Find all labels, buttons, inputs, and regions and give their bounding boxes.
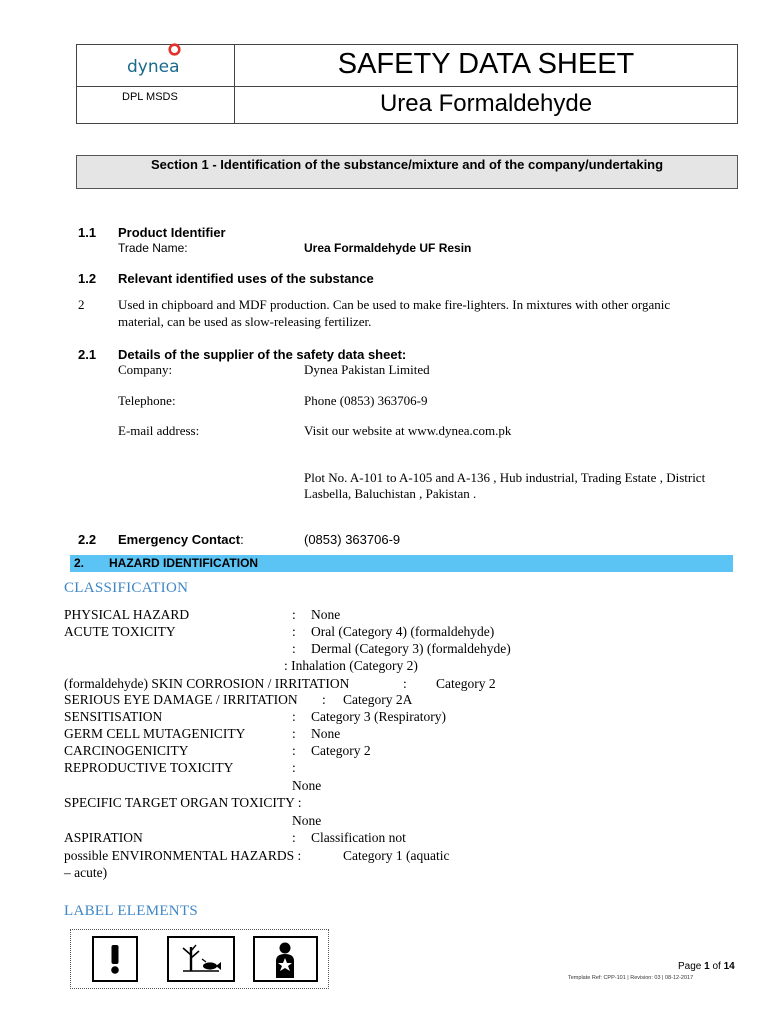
- hazard-section-number: 2.: [74, 556, 85, 570]
- section-1-1-number: 1.1: [78, 225, 97, 240]
- classification-heading: CLASSIFICATION: [64, 580, 189, 596]
- section-1-2-title: Relevant identified uses of the substance: [118, 271, 374, 286]
- carcinogenicity-colon: :: [292, 743, 296, 758]
- environmental-hazards-value: Category 1 (aquatic: [343, 848, 450, 863]
- template-reference: Template Ref: CPP-101 | Revision: 03 | 08-12-2017: [568, 975, 694, 981]
- emergency-contact-value: (0853) 363706-9: [304, 532, 401, 547]
- section-1-title: Section 1 - Identification of the substance/mixture and of the company/undertaking: [150, 157, 664, 172]
- aspiration-colon: :: [292, 830, 296, 845]
- physical-hazard-colon: :: [292, 607, 296, 622]
- reproductive-toxicity-colon: :: [292, 760, 296, 775]
- document-code: DPL MSDS: [122, 91, 178, 103]
- address-line-2: Lasbella, Baluchistan , Pakistan .: [304, 486, 477, 501]
- section-2-1-title: Details of the supplier of the safety data sheet:: [118, 347, 407, 362]
- exclamation-mark-icon: [94, 938, 136, 980]
- trade-name-value: Urea Formaldehyde UF Resin: [304, 241, 472, 255]
- total-pages: 14: [723, 961, 735, 972]
- aspiration-label: ASPIRATION: [64, 830, 143, 845]
- physical-hazard-label: PHYSICAL HAZARD: [64, 607, 190, 622]
- environmental-hazards-label: possible ENVIRONMENTAL HAZARDS :: [64, 848, 302, 863]
- aspiration-value: Classification not: [311, 830, 406, 845]
- pictogram-environment: [167, 936, 235, 982]
- section-1-2-number: 1.2: [78, 271, 97, 286]
- address-line-1: Plot No. A-101 to A-105 and A-136 , Hub industrial, Trading Estate , District: [304, 470, 706, 485]
- skin-corrosion-colon: :: [403, 676, 407, 691]
- section-2-2-colon: :: [240, 532, 244, 547]
- hazard-section-title: HAZARD IDENTIFICATION: [109, 556, 259, 570]
- trade-name-label: Trade Name:: [118, 241, 188, 255]
- eye-damage-label: SERIOUS EYE DAMAGE / IRRITATION: [64, 692, 298, 707]
- page-of: of: [709, 961, 724, 972]
- pictogram-health-hazard: [253, 936, 318, 982]
- germ-cell-colon: :: [292, 726, 296, 741]
- skin-corrosion-value: Category 2: [436, 676, 496, 691]
- germ-cell-value: None: [311, 726, 341, 741]
- reproductive-toxicity-value: None: [292, 778, 322, 793]
- acute-toxicity-colon: :: [292, 624, 296, 639]
- page-prefix: Page: [678, 961, 705, 972]
- company-label: Company:: [118, 362, 173, 377]
- sensitisation-label: SENSITISATION: [64, 709, 163, 724]
- uses-number: 2: [78, 297, 85, 312]
- uses-line-1: Used in chipboard and MDF production. Can be used to make fire-lighters. In mixtures with other organic: [118, 297, 671, 312]
- pictogram-exclamation: [92, 936, 138, 982]
- carcinogenicity-label: CARCINOGENICITY: [64, 743, 189, 758]
- sensitisation-value: Category 3 (Respiratory): [311, 709, 446, 724]
- label-elements-heading: LABEL ELEMENTS: [64, 903, 199, 919]
- eye-damage-value: Category 2A: [343, 692, 413, 707]
- acute-toxicity-inhalation: : Inhalation (Category 2): [284, 658, 418, 673]
- company-value: Dynea Pakistan Limited: [304, 362, 430, 377]
- physical-hazard-value: None: [311, 607, 341, 622]
- acute-toxicity-oral: Oral (Category 4) (formaldehyde): [311, 624, 495, 639]
- uses-line-2: material, can be used as slow-releasing fertilizer.: [118, 314, 372, 329]
- skin-corrosion-label: (formaldehyde) SKIN CORROSION / IRRITATION: [64, 676, 350, 691]
- telephone-label: Telephone:: [118, 393, 176, 408]
- eye-damage-colon: :: [322, 692, 326, 707]
- environmental-hazards-continued: – acute): [64, 865, 108, 880]
- telephone-value: Phone (0853) 363706-9: [304, 393, 428, 408]
- acute-toxicity-label: ACUTE TOXICITY: [64, 624, 176, 639]
- sensitisation-colon: :: [292, 709, 296, 724]
- stot-label: SPECIFIC TARGET ORGAN TOXICITY :: [64, 795, 302, 810]
- email-label: E-mail address:: [118, 423, 200, 438]
- acute-toxicity-colon-2: :: [292, 641, 296, 656]
- email-value: Visit our website at www.dynea.com.pk: [304, 423, 512, 438]
- logo-ring-icon: [168, 43, 181, 56]
- health-hazard-icon: [255, 938, 316, 980]
- section-2-1-number: 2.1: [78, 347, 97, 362]
- document-title: SAFETY DATA SHEET: [337, 48, 635, 80]
- stot-value: None: [292, 813, 322, 828]
- section-2-2-title: Emergency Contact: [118, 532, 241, 547]
- section-1-1-title: Product Identifier: [118, 225, 226, 240]
- company-logo-text: dynea: [127, 57, 180, 77]
- section-2-2-number: 2.2: [78, 532, 97, 547]
- reproductive-toxicity-label: REPRODUCTIVE TOXICITY: [64, 760, 234, 775]
- current-page: 1: [704, 961, 710, 972]
- carcinogenicity-value: Category 2: [311, 743, 371, 758]
- germ-cell-label: GERM CELL MUTAGENICITY: [64, 726, 246, 741]
- page-number: [678, 961, 735, 972]
- header-divider-horizontal: [76, 86, 738, 87]
- acute-toxicity-dermal: Dermal (Category 3) (formaldehyde): [311, 641, 511, 656]
- environment-hazard-icon: [169, 938, 233, 980]
- document-subtitle: Urea Formaldehyde: [379, 90, 593, 117]
